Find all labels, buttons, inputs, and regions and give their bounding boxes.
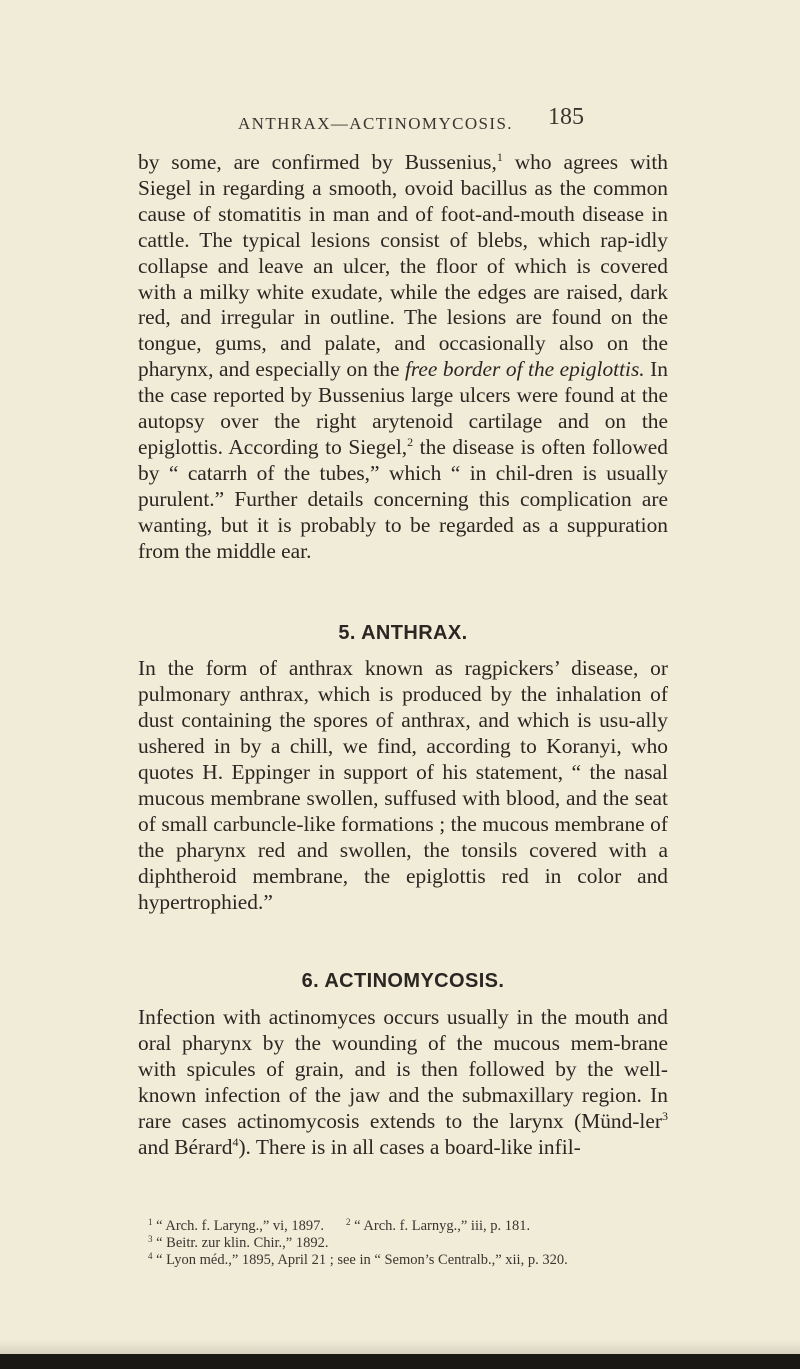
footnote-3 xyxy=(148,1235,329,1252)
text-run: and Bérard xyxy=(138,1134,233,1159)
footnote-ref: 3 xyxy=(662,1109,668,1123)
text-run: In the case reported by Bussenius large ulcers were found at the autopsy over the right arytenoid cartilage and on the epiglottis. According to Siegel, xyxy=(138,357,668,459)
footnote-ref: 4 xyxy=(232,1134,239,1149)
text-run: ). There is in all cases a board-like infil- xyxy=(238,1134,581,1159)
footnotes xyxy=(148,1218,668,1269)
footnote-row xyxy=(148,1252,668,1269)
footnote-mark: 3 xyxy=(148,1234,153,1244)
footnote-2 xyxy=(346,1218,530,1235)
footnote-row xyxy=(148,1218,668,1235)
text-run: by some, are confirmed by Bussenius, xyxy=(138,150,497,174)
text-run: who agrees with Siegel in regarding a smooth, ovoid bacillus as the common cause of stomatitis in man and of foot-and-mouth disease in cattle. The typical lesions consist of blebs, which rap-idly collapse and leave an ulcer, the floor of which is covered with a milky white exudate, while the edges are raised, dark red, and irregular in outline. The lesions are found on the tongue, gums, and palate, and occasionally also on the pharynx, and especially on the xyxy=(138,150,668,382)
page-edge-shadow xyxy=(0,1340,800,1354)
text-run: the disease is often followed by “ catarrh of the tubes,” which “ in chil-dren is usually purulent.” Further details concerning this complication are wanting, but it is probably to be regarded as a suppuration from the middle ear. xyxy=(138,434,668,563)
footnote-text: “ Lyon méd.,” 1895, April 21 ; see in “ Semon’s Centralb.,” xii, p. 320. xyxy=(156,1252,568,1268)
paragraph-stomatitis xyxy=(138,150,668,565)
italic-text: free border of the epiglottis. xyxy=(404,357,645,382)
section-heading-anthrax: 5. ANTHRAX. xyxy=(338,621,468,644)
footnote-ref: 1 xyxy=(496,150,503,164)
paragraph-actinomycosis xyxy=(138,1005,668,1160)
footnote-4 xyxy=(148,1252,568,1269)
footnote-mark: 2 xyxy=(346,1217,351,1227)
footnote-ref: 2 xyxy=(407,434,414,449)
footnote-text: “ Beitr. zur klin. Chir.,” 1892. xyxy=(156,1235,329,1251)
footnote-mark: 1 xyxy=(148,1217,153,1227)
paragraph-anthrax: In the form of anthrax known as ragpickers’ disease, or pulmonary anthrax, which is produced by the inhalation of dust containing the spores of anthrax, and which is usu-ally ushered in by a chill, we find, according to Koranyi, who quotes H. Eppinger in support of his statement, “ the nasal mucous membrane swollen, suffused with blood, and the seat of small carbuncle-like formations ; the mucous membrane of the pharynx red and swollen, the tonsils covered with a diphtheroid membrane, the epiglottis red in color and hypertrophied.” xyxy=(138,656,668,914)
footnote-1 xyxy=(148,1218,324,1235)
footnote-text: “ Arch. f. Larnyg.,” iii, p. 181. xyxy=(354,1218,531,1234)
body-text xyxy=(138,150,668,1161)
page-header xyxy=(0,104,800,144)
footnote-row xyxy=(148,1235,668,1252)
running-title: ANTHRAX—ACTINOMYCOSIS. xyxy=(238,114,513,133)
page-number: 185 xyxy=(548,104,584,130)
footnote-mark: 4 xyxy=(148,1251,153,1261)
footnote-text: “ Arch. f. Laryng.,” vi, 1897. xyxy=(156,1218,325,1234)
text-run: Infection with actinomyces occurs usually in the mouth and oral pharynx by the wounding of the mucous mem-brane with spicules of grain, and is then followed by the well-known infection of the jaw and the submaxillary region. In rare cases actinomycosis extends to the larynx (Münd-ler xyxy=(138,1005,668,1133)
section-heading-actinomycosis: 6. ACTINOMYCOSIS. xyxy=(301,970,505,993)
scan-bottom-edge xyxy=(0,1354,800,1369)
